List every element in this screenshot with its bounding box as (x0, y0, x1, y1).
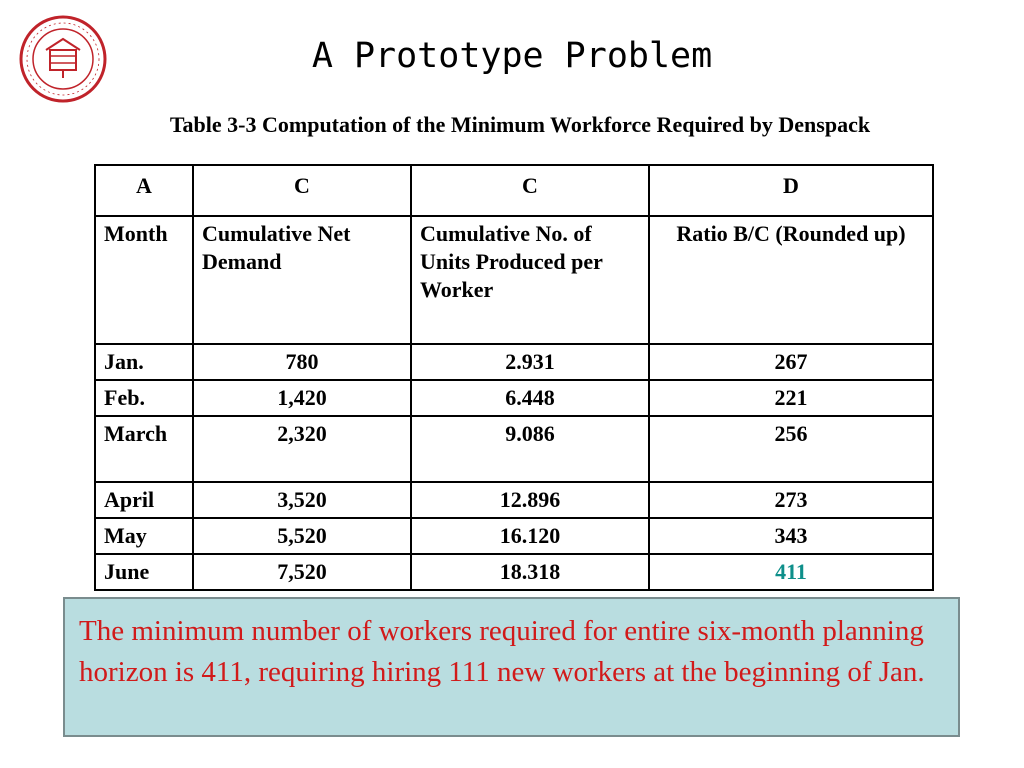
units-per-worker-cell: 9.086 (411, 416, 649, 482)
table-row (95, 482, 933, 518)
month-cell: Jan. (95, 344, 193, 380)
slide-title: A Prototype Problem (311, 36, 713, 76)
units-per-worker-cell: 18.318 (411, 554, 649, 590)
month-cell: March (95, 416, 193, 482)
ratio-cell: 256 (649, 416, 933, 482)
table-row (95, 416, 933, 482)
workforce-table-container (94, 164, 932, 591)
table-label-row (95, 216, 933, 344)
month-cell: May (95, 518, 193, 554)
net-demand-cell: 5,520 (193, 518, 411, 554)
ratio-cell-highlight: 411 (649, 554, 933, 590)
ratio-cell: 221 (649, 380, 933, 416)
units-per-worker-cell: 2.931 (411, 344, 649, 380)
table-letter-row (95, 165, 933, 216)
net-demand-cell: 7,520 (193, 554, 411, 590)
header-label-cell: Cumulative No. of Units Produced per Worker (411, 216, 649, 344)
net-demand-cell: 780 (193, 344, 411, 380)
month-cell: June (95, 554, 193, 590)
units-per-worker-cell: 6.448 (411, 380, 649, 416)
table-caption: Table 3-3 Computation of the Minimum Workforce Required by Denspack (169, 112, 871, 137)
header-label-cell: Month (95, 216, 193, 344)
workforce-table (94, 164, 934, 591)
header-letter-cell: D (649, 165, 933, 216)
month-cell: Feb. (95, 380, 193, 416)
header-letter-cell: C (411, 165, 649, 216)
table-row (95, 554, 933, 590)
net-demand-cell: 3,520 (193, 482, 411, 518)
ratio-cell: 343 (649, 518, 933, 554)
table-row (95, 344, 933, 380)
header-label-cell: Cumulative Net Demand (193, 216, 411, 344)
net-demand-cell: 2,320 (193, 416, 411, 482)
ratio-cell: 273 (649, 482, 933, 518)
table-row (95, 518, 933, 554)
ratio-cell: 267 (649, 344, 933, 380)
month-cell: April (95, 482, 193, 518)
units-per-worker-cell: 16.120 (411, 518, 649, 554)
header-label-cell: Ratio B/C (Rounded up) (649, 216, 933, 344)
units-per-worker-cell: 12.896 (411, 482, 649, 518)
table-row (95, 380, 933, 416)
header-letter-cell: A (95, 165, 193, 216)
conclusion-callout: The minimum number of workers required for entire six-month planning horizon is 411, requiring hiring 111 new workers at the beginning of Jan. (63, 597, 960, 737)
header-letter-cell: C (193, 165, 411, 216)
net-demand-cell: 1,420 (193, 380, 411, 416)
